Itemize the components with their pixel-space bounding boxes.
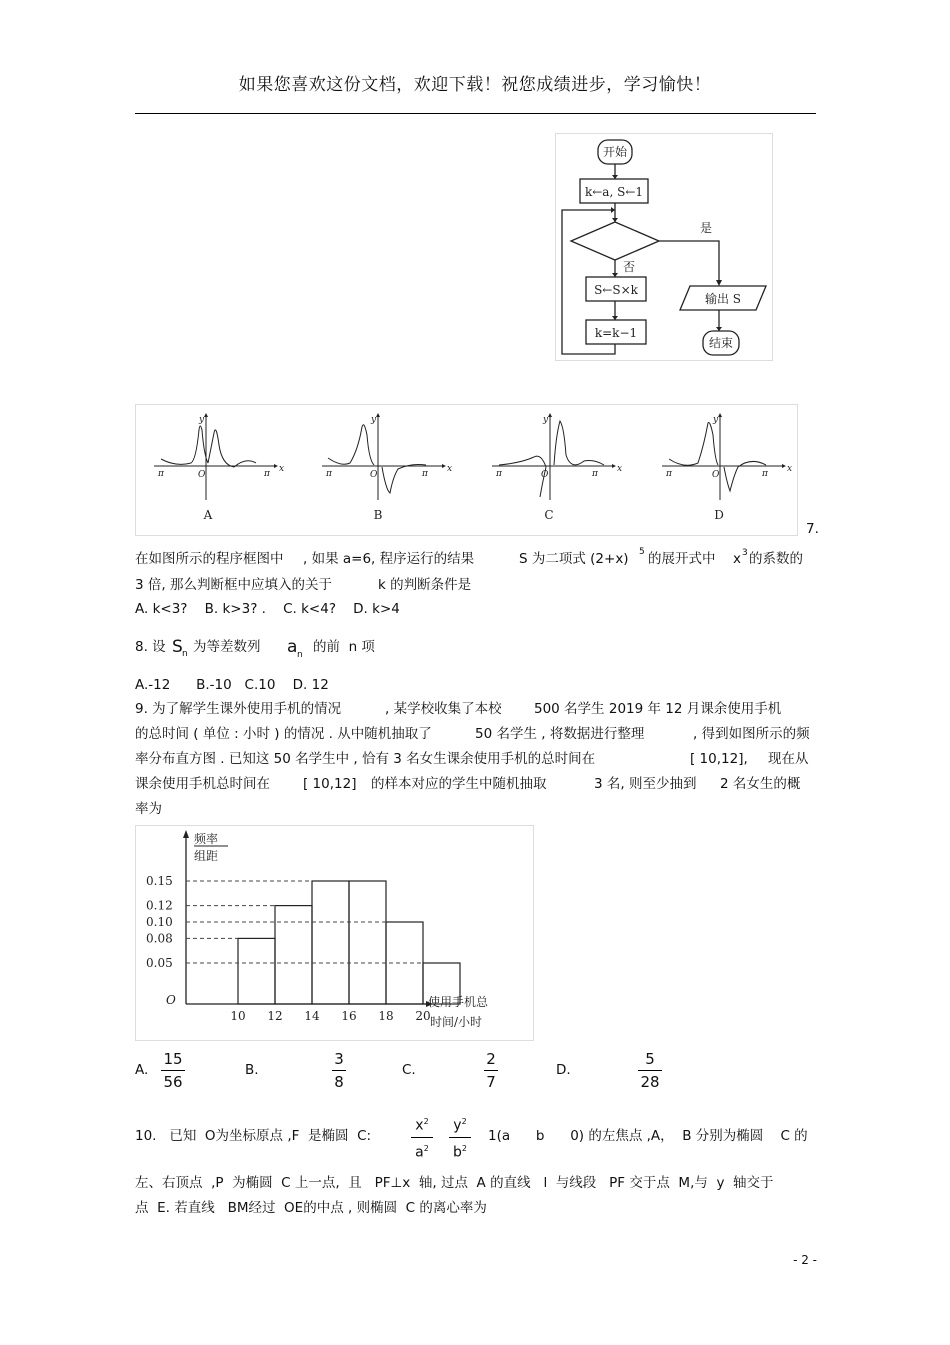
graph-c-ylabel: y bbox=[543, 415, 549, 425]
q9-choice-c-frac bbox=[484, 1050, 498, 1091]
page-header: 如果您喜欢这份文档，欢迎下载！祝您成绩进步，学习愉快！ bbox=[238, 75, 712, 95]
q7-number: 7. bbox=[806, 521, 819, 537]
q10-x-exp: 2 bbox=[423, 1117, 429, 1126]
q10-l1b: 1(a b 0) 的左焦点 ,A， B 分别为椭圆 C 的 bbox=[488, 1128, 808, 1144]
header-rule bbox=[135, 113, 816, 114]
q9-l1a: 9. 为了解学生课外使用手机的情况 bbox=[135, 701, 342, 717]
q9-choice-a-num: 15 bbox=[163, 1050, 183, 1068]
q8-options: A.-12 B.-10 C.10 D. 12 bbox=[135, 677, 329, 693]
q9-choice-b-frac bbox=[332, 1050, 346, 1091]
x-tick-label-3: 16 bbox=[341, 1009, 357, 1023]
histogram-bar-2 bbox=[312, 881, 349, 1004]
graph-d-negtick: π bbox=[666, 469, 672, 479]
graph-c-postick: π bbox=[592, 469, 598, 479]
q9-l4b: [ 10,12] bbox=[303, 776, 357, 792]
q9-l3a: 率分布直方图 . 已知这 50 名学生中 , 恰有 3 名女生课余使用手机的总时间在 bbox=[135, 751, 596, 767]
output-label: 输出 S bbox=[704, 292, 742, 306]
graph-d bbox=[662, 417, 782, 500]
graph-c bbox=[492, 417, 612, 500]
q8-asub: n bbox=[297, 650, 303, 660]
q9-choice-c-label: C. bbox=[402, 1062, 416, 1078]
q7-line1d: 的展开式中 bbox=[648, 551, 716, 567]
no-label: 否 bbox=[622, 260, 636, 274]
q9-choice-b-num: 3 bbox=[334, 1050, 344, 1068]
q9-choice-b-label: B. bbox=[245, 1062, 259, 1078]
q9-l1c: 500 名学生 2019 年 12 月课余使用手机 bbox=[534, 701, 782, 717]
graph-c-xlabel: x bbox=[617, 464, 623, 474]
xlabel-line1: 使用手机总 bbox=[428, 995, 489, 1009]
q9-choice-d-label: D. bbox=[556, 1062, 571, 1078]
graph-a bbox=[154, 417, 274, 500]
graph-a-negtick: π bbox=[158, 469, 164, 479]
graph-a-label: A bbox=[203, 508, 213, 522]
x-tick-label-4: 18 bbox=[378, 1009, 394, 1023]
q10-l3: 点 E. 若直线 BM经过 OE的中点 , 则椭圆 C 的离心率为 bbox=[135, 1200, 487, 1216]
q9-l4a: 课余使用手机总时间在 bbox=[135, 776, 270, 792]
graph-d-postick: π bbox=[762, 469, 768, 479]
process2-label: k=k−1 bbox=[594, 326, 638, 340]
origin-label: O bbox=[166, 993, 176, 1007]
q9-l4c: 的样本对应的学生中随机抽取 bbox=[371, 776, 547, 792]
graph-c-label: C bbox=[544, 508, 554, 522]
q9-l5: 率为 bbox=[135, 801, 162, 817]
q9-choice-d-num: 5 bbox=[645, 1050, 655, 1068]
q8-Ssub: n bbox=[182, 649, 188, 659]
histogram-bar-0 bbox=[238, 938, 275, 1004]
q9-choice-d-den: 28 bbox=[640, 1073, 660, 1091]
q10-l1a: 10. 已知 O为坐标原点 ,F 是椭圆 C: bbox=[135, 1128, 372, 1144]
q9-l2c: , 得到如图所示的频 bbox=[693, 726, 810, 742]
q9-l3c: 现在从 bbox=[768, 751, 809, 767]
start-label: 开始 bbox=[602, 145, 628, 159]
q9-l2a: 的总时间 ( 单位 : 小时 ) 的情况 . 从中随机抽取了 bbox=[135, 726, 432, 742]
decision-diamond bbox=[571, 222, 659, 260]
graph-d-ylabel: y bbox=[713, 415, 719, 425]
graph-b-xlabel: x bbox=[447, 464, 453, 474]
y-tick-label-0: 0.15 bbox=[146, 874, 173, 888]
x-tick-label-5: 20 bbox=[415, 1009, 431, 1023]
q8-mid: 为等差数列 bbox=[193, 639, 261, 655]
q7-line1e: 的系数的 bbox=[749, 551, 803, 567]
q8-prefix: 8. 设 bbox=[135, 639, 166, 655]
x-tick-label-0: 10 bbox=[230, 1009, 246, 1023]
q9-choice-a-den: 56 bbox=[163, 1073, 183, 1091]
graph-b-label: B bbox=[373, 508, 383, 522]
y-tick-label-1: 0.12 bbox=[146, 898, 173, 913]
q7-line1c: S 为二项式 (2+x) bbox=[519, 551, 629, 567]
q8-suffix: 的前 n 项 bbox=[313, 639, 375, 655]
process1-label: S←S×k bbox=[594, 283, 638, 297]
ylabel-bottom: 组距 bbox=[194, 849, 219, 863]
graph-d-label: D bbox=[714, 508, 724, 522]
q7-line1a: 在如图所示的程序框图中 bbox=[135, 551, 284, 567]
q10-y-exp: 2 bbox=[461, 1117, 467, 1126]
q9-l1b: , 某学校收集了本校 bbox=[385, 701, 502, 717]
graph-a-origin: O bbox=[198, 470, 206, 480]
y-tick-label-3: 0.08 bbox=[146, 931, 173, 946]
function-graphs-figure bbox=[135, 404, 798, 536]
flowchart-figure bbox=[555, 133, 773, 361]
q9-choice-d-frac bbox=[638, 1050, 662, 1091]
q10-l2: 左、右顶点 ,P 为椭圆 C 上一点, 且 PF⊥x 轴, 过点 A 的直线 l 与线段 PF 交于点 M,与 y 轴交于 bbox=[135, 1175, 774, 1191]
graph-a-xlabel: x bbox=[279, 464, 285, 474]
end-label: 结束 bbox=[708, 336, 734, 350]
q9-l2b: 50 名学生 , 将数据进行整理 bbox=[475, 726, 645, 742]
graph-c-origin: O bbox=[541, 470, 549, 480]
q10-b-exp: 2 bbox=[461, 1143, 467, 1153]
q9-l4e: 2 名女生的概 bbox=[720, 776, 801, 792]
q10-a-exp: 2 bbox=[423, 1143, 429, 1153]
page-number: - 2 - bbox=[793, 1253, 817, 1267]
q9-l3b: [ 10,12], bbox=[690, 751, 748, 767]
q8-a: a bbox=[287, 637, 298, 657]
q7-line2a: 3 倍, 那么判断框中应填入的关于 bbox=[135, 577, 332, 593]
q10-frac-y bbox=[449, 1113, 471, 1161]
q9-choice-b-den: 8 bbox=[334, 1073, 344, 1091]
graph-d-origin: O bbox=[712, 470, 720, 480]
q10-frac-x bbox=[411, 1113, 433, 1161]
q7-options: A. k<3? B. k>3? . C. k<4? D. k>4 bbox=[135, 601, 400, 617]
yes-label: 是 bbox=[699, 221, 713, 235]
q10-y: y bbox=[453, 1117, 462, 1134]
histogram-chart bbox=[136, 826, 533, 1040]
q9-choice-c-num: 2 bbox=[486, 1050, 496, 1068]
q9-choice-c-den: 7 bbox=[486, 1073, 496, 1091]
q7-line1b: , 如果 a=6, 程序运行的结果 bbox=[303, 551, 475, 567]
q7-exp3: 3 bbox=[742, 548, 748, 558]
q10-b: b bbox=[453, 1144, 462, 1161]
graph-b bbox=[322, 417, 442, 500]
ylabel-top: 频率 bbox=[194, 832, 219, 846]
graph-c-negtick: π bbox=[496, 469, 502, 479]
graph-b-postick: π bbox=[422, 469, 428, 479]
q10-x: x bbox=[415, 1117, 424, 1134]
x-tick-label-1: 12 bbox=[267, 1009, 283, 1023]
graph-b-negtick: π bbox=[326, 469, 332, 479]
xlabel-line2: 时间/小时 bbox=[430, 1015, 483, 1029]
q10-a: a bbox=[415, 1144, 424, 1161]
q7-exp5: 5 bbox=[639, 547, 645, 557]
histogram-bar-3 bbox=[349, 881, 386, 1004]
y-tick-label-2: 0.10 bbox=[146, 915, 173, 929]
q7-x3: x bbox=[733, 551, 741, 567]
graph-a-ylabel: y bbox=[199, 415, 205, 425]
q8-S: S bbox=[172, 637, 183, 657]
y-tick-label-4: 0.05 bbox=[146, 956, 173, 970]
q9-choice-a-label: A. bbox=[135, 1062, 149, 1078]
graph-b-ylabel: y bbox=[371, 415, 377, 425]
q7-line2b: k 的判断条件是 bbox=[378, 577, 472, 593]
histogram-figure bbox=[135, 825, 534, 1041]
histogram-bar-1 bbox=[275, 906, 312, 1004]
graph-a-postick: π bbox=[264, 469, 270, 479]
graph-d-xlabel: x bbox=[787, 464, 793, 474]
graph-b-origin: O bbox=[370, 470, 378, 480]
init-label: k←a, S←1 bbox=[584, 185, 644, 199]
x-tick-label-2: 14 bbox=[304, 1009, 320, 1023]
q9-choice-a-frac bbox=[161, 1050, 185, 1091]
q9-l4d: 3 名, 则至少抽到 bbox=[594, 776, 697, 792]
